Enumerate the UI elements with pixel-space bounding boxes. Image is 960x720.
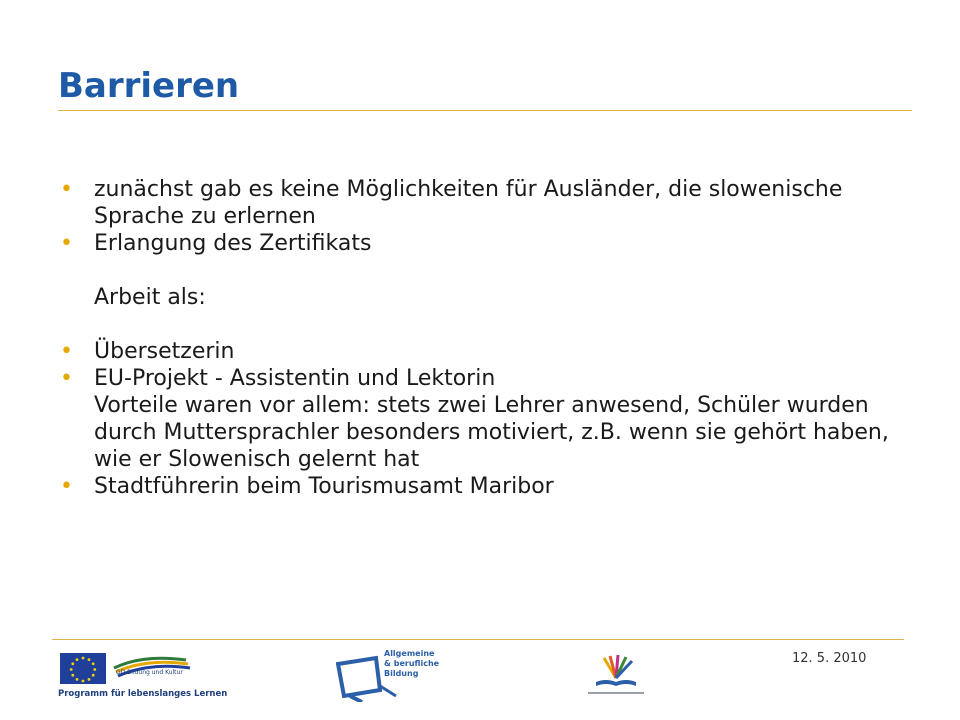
bullet-text: Erlangung des Zertifikats bbox=[94, 231, 372, 256]
ab-logo-line: Bildung bbox=[384, 669, 419, 678]
bullet-icon: • bbox=[60, 474, 73, 499]
spacer bbox=[60, 257, 910, 284]
bullet-icon: • bbox=[60, 177, 73, 202]
bullet-icon: • bbox=[60, 231, 73, 256]
bullet-icon: • bbox=[60, 339, 73, 364]
ab-logo-line: & berufliche bbox=[384, 659, 440, 668]
bullet-text: Übersetzerin bbox=[94, 339, 235, 364]
bullet-item bbox=[60, 338, 910, 365]
bullet-item bbox=[60, 365, 910, 473]
eu-caption: Programm für lebenslanges Lernen bbox=[58, 689, 228, 699]
slide-date: 12. 5. 2010 bbox=[792, 651, 867, 666]
bullet-text: Stadtführerin beim Tourismusamt Maribor bbox=[94, 474, 554, 499]
bullet-icon: • bbox=[60, 366, 73, 391]
bullet-item bbox=[60, 176, 910, 230]
slide-title: Barrieren bbox=[58, 66, 240, 106]
bullet-list bbox=[60, 176, 910, 500]
book-lamp-logo bbox=[578, 652, 654, 698]
bullet-text: EU-Projekt - Assistentin und Lektorin bbox=[94, 366, 496, 391]
ab-logo-line: Allgemeine bbox=[384, 649, 435, 658]
bullet-text: zunächst gab es keine Möglichkeiten für Ausländer, die slowenische Sprache zu erlernen bbox=[94, 177, 843, 229]
gd-label: GD Bildung und Kultur bbox=[116, 669, 183, 676]
bullet-item bbox=[60, 473, 910, 500]
sub-heading: Arbeit als: bbox=[94, 285, 206, 310]
title-divider bbox=[58, 110, 912, 111]
footer-divider bbox=[52, 639, 904, 640]
bullet-item bbox=[60, 230, 910, 257]
bullet-detail: Vorteile waren vor allem: stets zwei Lehrer anwesend, Schüler wurden durch Muttersprachler besonders motiviert, z.B. wenn sie gehört haben, wie er Slowenisch gelernt hat bbox=[94, 393, 889, 472]
ab-logo-text bbox=[384, 649, 439, 679]
spacer bbox=[60, 311, 910, 338]
